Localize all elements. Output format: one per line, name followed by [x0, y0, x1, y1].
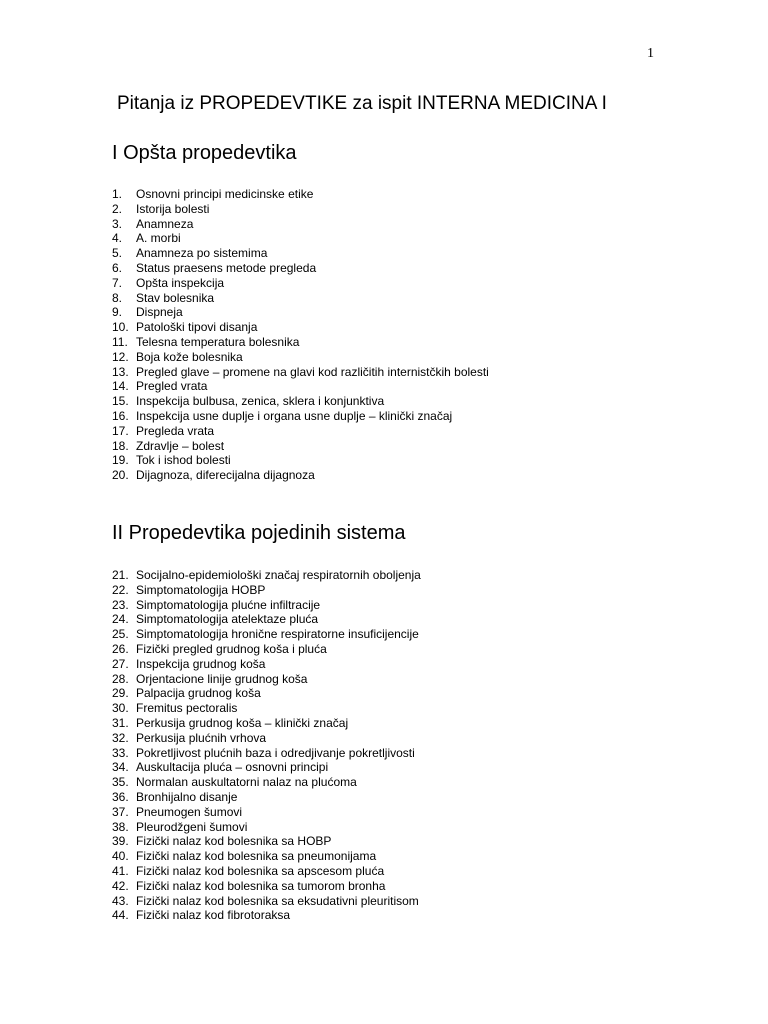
question-number: 7. [112, 275, 123, 290]
question-text: Telesna temperatura bolesnika [136, 334, 300, 349]
question-number: 25. [112, 627, 129, 642]
question-number: 1. [112, 187, 123, 201]
question-number: 32. [112, 730, 129, 745]
question-item [112, 775, 421, 790]
question-item [112, 424, 489, 439]
question-item [112, 642, 421, 657]
question-text: Auskultacija pluća – osnovni principi [136, 760, 329, 775]
question-number: 12. [112, 349, 129, 364]
question-text: Pregled glave – promene na glavi kod različitih internistčkih bolesti [136, 364, 489, 379]
question-text: Fizički nalaz kod bolesnika sa HOBP [136, 834, 332, 849]
question-item [112, 246, 489, 261]
question-text: Stav bolesnika [136, 290, 215, 305]
question-item [112, 276, 489, 291]
question-text: Dijagnoza, diferecijalna dijagnoza [136, 468, 315, 483]
question-number: 17. [112, 423, 129, 438]
question-item [112, 701, 421, 716]
question-item [112, 716, 421, 731]
question-number: 36. [112, 789, 129, 804]
question-text: Simptomatologija atelektaze pluća [136, 612, 319, 627]
question-number: 40. [112, 849, 129, 864]
question-text: Fremitus pectoralis [136, 701, 238, 716]
question-number: 27. [112, 656, 129, 671]
document-title: Pitanja iz PROPEDEVTIKE za ispit INTERNA MEDICINA I [117, 93, 607, 114]
question-number: 23. [112, 597, 129, 612]
question-number: 16. [112, 408, 129, 423]
question-item [112, 568, 421, 583]
question-number: 22. [112, 582, 129, 597]
question-number: 26. [112, 641, 129, 656]
question-text: Simptomatologija plućne infiltracije [136, 597, 321, 612]
question-item [112, 746, 421, 761]
question-item [112, 291, 489, 306]
question-text: Status praesens metode pregleda [136, 260, 317, 275]
question-text: Perkusija grudnog koša – klinički značaj [136, 715, 349, 730]
question-item [112, 335, 489, 350]
question-item [112, 879, 421, 894]
question-item [112, 627, 421, 642]
question-item [112, 350, 489, 365]
question-text: Opšta inspekcija [136, 275, 225, 290]
question-item [112, 468, 489, 483]
question-item [112, 394, 489, 409]
question-item [112, 305, 489, 320]
question-item [112, 612, 421, 627]
section-heading-opsta-propedevtika: I Opšta propedevtika [112, 142, 297, 164]
question-text: Simptomatologija hronične respiratorne insuficijencije [136, 627, 419, 642]
question-list-section-2 [112, 568, 421, 923]
question-number: 30. [112, 701, 129, 716]
question-item [112, 894, 421, 909]
question-number: 42. [112, 878, 129, 893]
question-text: Patološki tipovi disanja [136, 320, 258, 335]
question-number: 4. [112, 231, 123, 246]
question-text: Pregled vrata [136, 379, 208, 394]
question-text: Bronhijalno disanje [136, 789, 238, 804]
question-text: Fizički nalaz kod bolesnika sa eksudativni pleuritisom [136, 893, 419, 908]
section-heading-propedevtika-sistema: II Propedevtika pojedinih sistema [112, 522, 406, 544]
question-item [112, 187, 489, 202]
question-number: 18. [112, 438, 129, 453]
question-text: Fizički nalaz kod bolesnika sa apscesom pluća [136, 863, 385, 878]
question-number: 5. [112, 246, 123, 261]
question-item [112, 598, 421, 613]
question-text: Palpacija grudnog koša [136, 686, 261, 701]
question-number: 35. [112, 775, 129, 790]
question-number: 14. [112, 379, 129, 394]
question-text: Simptomatologija HOBP [136, 582, 266, 597]
question-number: 24. [112, 612, 129, 627]
question-text: Pleurodžgeni šumovi [136, 819, 248, 834]
question-item [112, 217, 489, 232]
question-item [112, 261, 489, 276]
question-item [112, 760, 421, 775]
question-number: 9. [112, 305, 123, 320]
question-item [112, 849, 421, 864]
question-number: 29. [112, 686, 129, 701]
question-item [112, 409, 489, 424]
question-text: Orjentacione linije grudnog koša [136, 671, 308, 686]
question-number: 21. [112, 568, 129, 582]
question-text: Normalan auskultatorni nalaz na plućoma [136, 775, 357, 790]
question-number: 13. [112, 364, 129, 379]
question-text: Istorija bolesti [136, 201, 210, 216]
question-number: 8. [112, 290, 123, 305]
question-number: 34. [112, 760, 129, 775]
question-item [112, 864, 421, 879]
question-text: Pregleda vrata [136, 423, 215, 438]
question-text: Inspekcija usne duplje i organa usne duplje – klinički značaj [136, 408, 453, 423]
question-item [112, 439, 489, 454]
question-text: Pneumogen šumovi [136, 804, 243, 819]
question-item [112, 820, 421, 835]
question-number: 39. [112, 834, 129, 849]
question-number: 33. [112, 745, 129, 760]
question-item [112, 231, 489, 246]
question-text: Socijalno-epidemiološki značaj respiratornih oboljenja [136, 568, 421, 582]
question-number: 37. [112, 804, 129, 819]
question-number: 2. [112, 201, 123, 216]
question-number: 43. [112, 893, 129, 908]
question-number: 3. [112, 216, 123, 231]
question-item [112, 365, 489, 380]
question-item [112, 834, 421, 849]
question-number: 44. [112, 908, 129, 923]
question-number: 20. [112, 468, 129, 483]
question-text: Fizički pregled grudnog koša i pluća [136, 641, 327, 656]
question-item [112, 320, 489, 335]
question-text: Fizički nalaz kod fibrotoraksa [136, 908, 291, 923]
question-text: Perkusija plućnih vrhova [136, 730, 267, 745]
question-text: Zdravlje – bolest [136, 438, 225, 453]
question-item [112, 379, 489, 394]
question-item [112, 672, 421, 687]
question-text: Pokretljivost plućnih baza i odredjivanje pokretljivosti [136, 745, 415, 760]
question-text: Fizički nalaz kod bolesnika sa pneumonijama [136, 849, 377, 864]
question-item [112, 657, 421, 672]
question-item [112, 686, 421, 701]
question-text: Anamneza [136, 216, 194, 231]
question-text: Boja kože bolesnika [136, 349, 243, 364]
question-number: 10. [112, 320, 129, 335]
question-number: 11. [112, 334, 128, 349]
question-number: 19. [112, 453, 129, 468]
question-number: 31. [112, 715, 129, 730]
question-number: 28. [112, 671, 129, 686]
question-item [112, 908, 421, 923]
page-number: 1 [647, 46, 654, 61]
question-text: Anamneza po sistemima [136, 246, 268, 261]
question-item [112, 805, 421, 820]
question-text: Osnovni principi medicinske etike [136, 187, 314, 201]
question-text: Fizički nalaz kod bolesnika sa tumorom bronha [136, 878, 386, 893]
question-text: Tok i ishod bolesti [136, 453, 231, 468]
question-item [112, 453, 489, 468]
question-text: Dispneja [136, 305, 183, 320]
question-text: A. morbi [136, 231, 181, 246]
question-number: 41. [112, 863, 129, 878]
question-item [112, 202, 489, 217]
question-number: 6. [112, 260, 123, 275]
question-number: 15. [112, 394, 129, 409]
question-item [112, 731, 421, 746]
question-item [112, 790, 421, 805]
question-list-section-1 [112, 187, 489, 483]
question-text: Inspekcija grudnog koša [136, 656, 266, 671]
question-number: 38. [112, 819, 129, 834]
question-item [112, 583, 421, 598]
question-text: Inspekcija bulbusa, zenica, sklera i konjunktiva [136, 394, 385, 409]
